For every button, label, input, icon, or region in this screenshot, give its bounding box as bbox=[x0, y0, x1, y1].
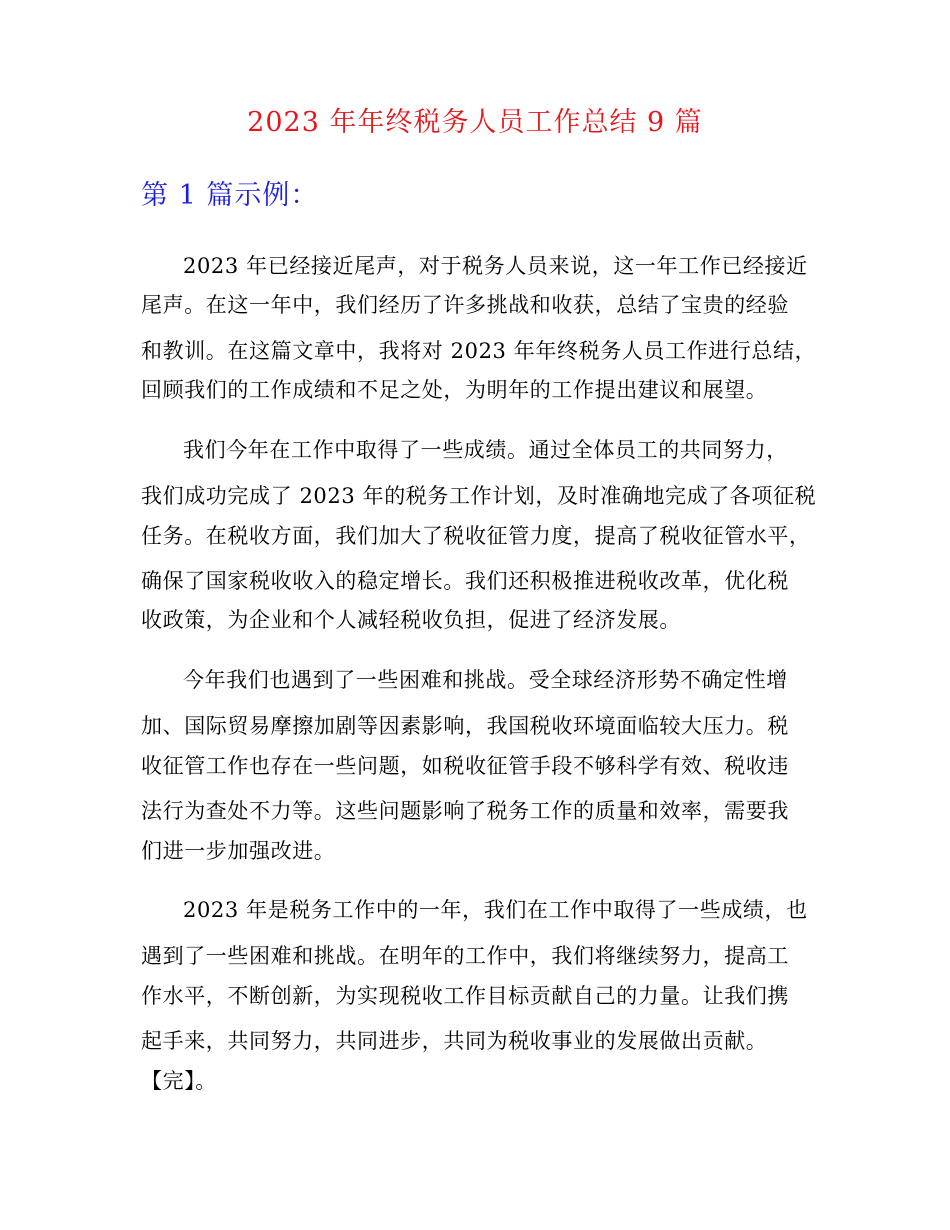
paragraph-line: 遇到了一些困难和挑战。在明年的工作中，我们将继续努力，提高工 bbox=[141, 944, 789, 968]
document-title: 2023 年年终税务人员工作总结 9 篇 bbox=[247, 107, 703, 138]
paragraph-line: 起手来，共同努力，共同进步，共同为税收事业的发展做出贡献。 bbox=[141, 1029, 768, 1053]
paragraph-line: 收征管工作也存在一些问题，如税收征管手段不够科学有效、税收违 bbox=[141, 754, 789, 778]
paragraph-line: 【完】。 bbox=[141, 1069, 217, 1093]
paragraph-line: 我们今年在工作中取得了一些成绩。通过全体员工的共同努力， bbox=[183, 438, 788, 462]
paragraph-line: 们进一步加强改进。 bbox=[141, 839, 336, 863]
paragraph-line: 2023 年是税务工作中的一年，我们在工作中取得了一些成绩，也 bbox=[183, 898, 808, 922]
section-heading: 第 1 篇示例： bbox=[141, 180, 319, 211]
paragraph-line: 今年我们也遇到了一些困难和挑战。受全球经济形势不确定性增 bbox=[183, 668, 788, 692]
paragraph-line: 任务。在税收方面，我们加大了税收征管力度，提高了税收征管水平， bbox=[141, 524, 811, 548]
paragraph-line: 2023 年已经接近尾声，对于税务人员来说，这一年工作已经接近 bbox=[183, 254, 808, 278]
paragraph-line: 收政策，为企业和个人减轻税收负担，促进了经济发展。 bbox=[141, 608, 681, 632]
paragraph-line: 法行为查处不力等。这些问题影响了税务工作的质量和效率，需要我 bbox=[141, 799, 789, 823]
paragraph-line: 我们成功完成了 2023 年的税务工作计划，及时准确地完成了各项征税 bbox=[141, 484, 817, 508]
paragraph-line: 尾声。在这一年中，我们经历了许多挑战和收获，总结了宝贵的经验 bbox=[141, 293, 789, 317]
paragraph-line: 和教训。在这篇文章中，我将对 2023 年年终税务人员工作进行总结， bbox=[141, 339, 817, 363]
paragraph-line: 确保了国家税收收入的稳定增长。我们还积极推进税收改革，优化税 bbox=[141, 569, 789, 593]
paragraph-line: 回顾我们的工作成绩和不足之处，为明年的工作提出建议和展望。 bbox=[141, 378, 768, 402]
paragraph-line: 加、国际贸易摩擦加剧等因素影响，我国税收环境面临较大压力。税 bbox=[141, 714, 789, 738]
paragraph-line: 作水平，不断创新，为实现税收工作目标贡献自己的力量。让我们携 bbox=[141, 984, 789, 1008]
